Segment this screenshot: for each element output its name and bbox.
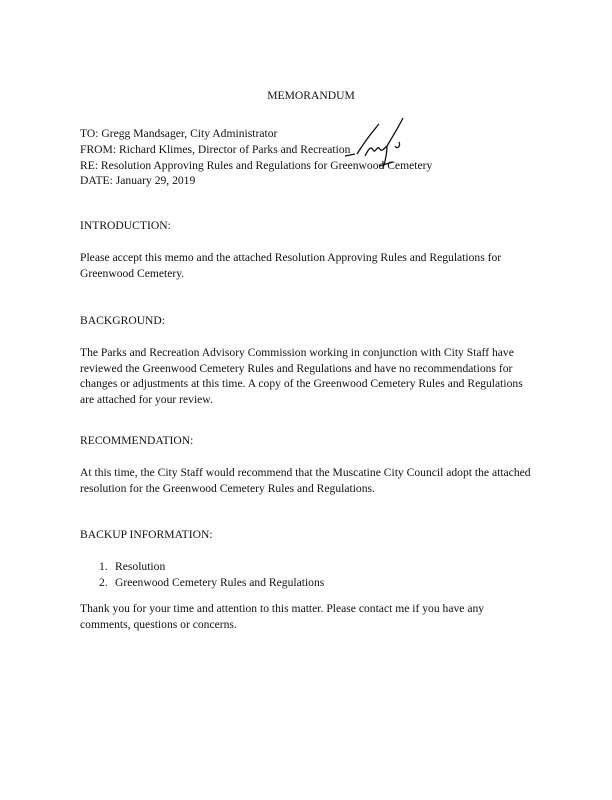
memo-title: MEMORANDUM	[267, 89, 355, 102]
section-backup	[80, 527, 324, 590]
section-heading: INTRODUCTION:	[80, 219, 171, 232]
paragraph-line: Greenwood Cemetery.	[80, 266, 185, 280]
section-heading: BACKGROUND:	[80, 314, 166, 327]
to-line: TO: Gregg Mandsager, City Administrator	[80, 127, 278, 140]
list-number: 2.	[99, 575, 108, 589]
section-introduction	[80, 218, 501, 281]
paragraph-line: At this time, the City Staff would recommend that the Muscatine City Council adopt the attached	[80, 465, 531, 479]
re-line: RE: Resolution Approving Rules and Regulations for Greenwood Cemetery	[80, 158, 433, 172]
date-line: DATE: January 29, 2019	[80, 174, 196, 188]
section-recommendation	[80, 433, 531, 496]
section-background	[80, 313, 523, 408]
list-text: Greenwood Cemetery Rules and Regulations	[115, 575, 325, 589]
from-line: FROM: Richard Klimes, Director of Parks and Recreation	[80, 142, 351, 156]
list-number: 1.	[99, 559, 108, 573]
paragraph-line: comments, questions or concerns.	[80, 617, 237, 631]
paragraph-line: Please accept this memo and the attached Resolution Approving Rules and Regulations for	[80, 250, 502, 264]
list-item	[80, 575, 324, 591]
section-heading: BACKUP INFORMATION:	[80, 528, 213, 541]
closing-paragraph	[80, 601, 484, 633]
paragraph-line: reviewed the Greenwood Cemetery Rules and Regulations and have no recommendations for	[80, 361, 513, 375]
paragraph-line: Thank you for your time and attention to this matter. Please contact me if you have any	[80, 602, 485, 615]
paragraph-line: changes or adjustments at this time. A copy of the Greenwood Cemetery Rules and Regulations	[80, 377, 523, 391]
paragraph-line: are attached for your review.	[80, 393, 213, 407]
signature-initials	[343, 116, 433, 176]
list-item	[80, 559, 324, 575]
paragraph-line: The Parks and Recreation Advisory Commission working in conjunction with City Staff have	[80, 345, 514, 359]
paragraph-line: resolution for the Greenwood Cemetery Rules and Regulations.	[80, 481, 375, 495]
section-heading: RECOMMENDATION:	[80, 434, 194, 447]
list-text: Resolution	[115, 559, 166, 573]
